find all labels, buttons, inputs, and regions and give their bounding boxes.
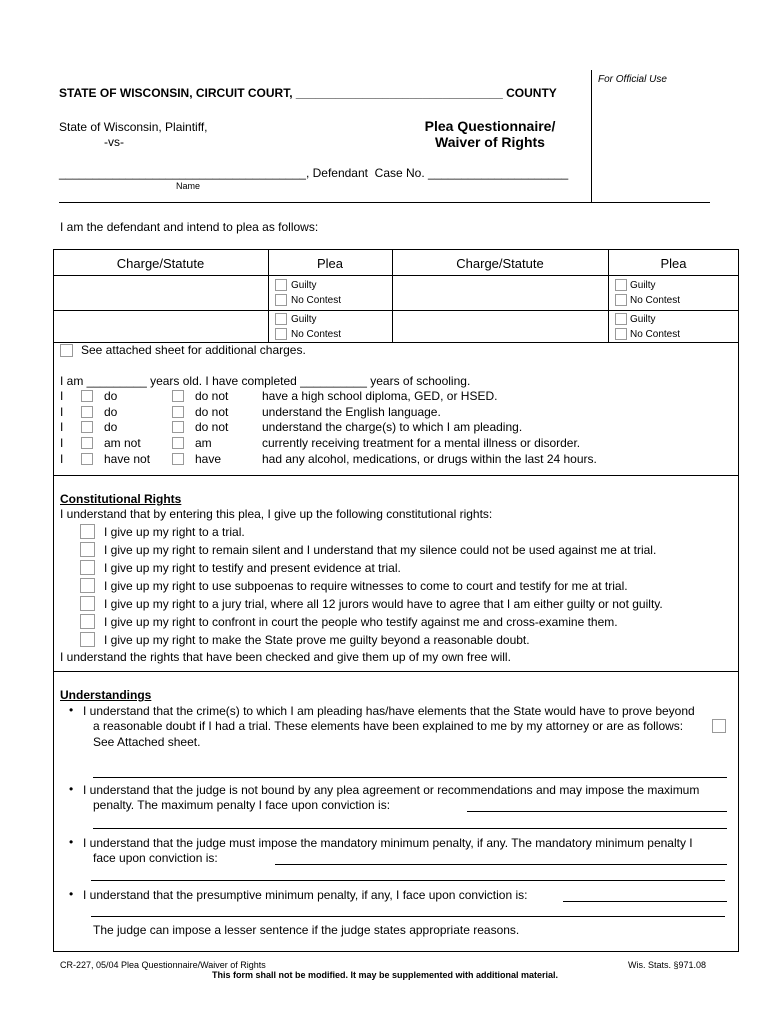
court-prefix: STATE OF WISCONSIN, CIRCUIT COURT,: [59, 86, 296, 100]
presumptive-min-line1: I understand that the presumptive minimum penalty, if any, I face upon conviction is:: [83, 888, 528, 902]
defendant-label: , Defendant: [305, 166, 368, 180]
official-use-label: For Official Use: [598, 74, 667, 85]
elements-line1: I understand that the crime(s) to which I am pleading has/have elements that the State would have to prove beyond: [83, 704, 695, 718]
modification-notice: This form shall not be modified. It may be supplemented with additional material.: [211, 970, 559, 980]
mandatory-min-line2: face upon conviction is:: [93, 851, 218, 865]
option-b-checkbox[interactable]: [172, 390, 184, 402]
right-item: I give up my right to confront in court the people who testify against me and cross-examine them.: [104, 615, 618, 629]
official-use-divider: [591, 70, 592, 202]
guilty-label: Guilty: [630, 314, 656, 325]
form-title-line1: Plea Questionnaire/: [424, 118, 556, 134]
case-no-label: Case No.: [374, 166, 429, 180]
no-contest-checkbox[interactable]: [615, 328, 627, 340]
name-caption: Name: [176, 181, 201, 191]
option-b-checkbox[interactable]: [172, 453, 184, 465]
vs-label: -vs-: [104, 135, 124, 149]
option-b-label: do not: [195, 405, 229, 419]
option-a-checkbox[interactable]: [81, 390, 93, 402]
waive-silence-checkbox[interactable]: [80, 542, 95, 557]
elements-line2: a reasonable doubt if I had a trial. These elements have been explained to me by my attorney or are as follows:: [93, 719, 684, 733]
waive-burden-checkbox[interactable]: [80, 632, 95, 647]
option-a-checkbox[interactable]: [81, 406, 93, 418]
option-a-label: do: [104, 420, 118, 434]
table-row-rule: [53, 310, 739, 311]
col-header-charge-1: Charge/Statute: [116, 256, 205, 271]
defendant-name-field[interactable]: _____________________________________: [59, 166, 306, 180]
max-penalty-field[interactable]: [467, 811, 727, 812]
waive-testify-checkbox[interactable]: [80, 560, 95, 575]
right-item: I give up my right to use subpoenas to require witnesses to come to court and testify for me at trial.: [104, 579, 628, 593]
elements-line3: See Attached sheet.: [93, 735, 201, 749]
option-a-label: am not: [104, 436, 141, 450]
max-penalty-line2: penalty. The maximum penalty I face upon conviction is:: [93, 798, 391, 812]
form-id: CR-227, 05/04 Plea Questionnaire/Waiver of Rights: [60, 960, 266, 970]
statement-text: had any alcohol, medications, or drugs within the last 24 hours.: [262, 452, 597, 466]
attached-sheet-label: See attached sheet for additional charges.: [81, 343, 306, 357]
option-b-label: do not: [195, 420, 229, 434]
header-rule: [59, 202, 710, 203]
option-a-checkbox[interactable]: [81, 437, 93, 449]
guilty-label: Guilty: [630, 280, 656, 291]
bullet: •: [69, 703, 74, 717]
pronoun: I: [60, 436, 64, 450]
statement-text: understand the charge(s) to which I am pleading.: [262, 420, 523, 434]
statute-ref: Wis. Stats. §971.08: [628, 960, 707, 970]
elements-field[interactable]: [93, 777, 727, 778]
constitutional-rights-heading: Constitutional Rights: [60, 492, 182, 506]
statement-text: currently receiving treatment for a mental illness or disorder.: [262, 436, 581, 450]
waive-trial-checkbox[interactable]: [80, 524, 95, 539]
option-b-label: do not: [195, 389, 229, 403]
guilty-checkbox[interactable]: [615, 313, 627, 325]
guilty-checkbox[interactable]: [615, 279, 627, 291]
plaintiff-label: State of Wisconsin, Plaintiff,: [59, 120, 208, 134]
bullet: •: [69, 782, 74, 796]
case-no-field[interactable]: _____________________: [428, 166, 569, 180]
no-contest-label: No Contest: [291, 329, 342, 340]
option-a-label: do: [104, 389, 118, 403]
presumptive-min-field[interactable]: [563, 901, 727, 902]
right-item: I give up my right to a trial.: [104, 525, 245, 539]
mandatory-min-line1: I understand that the judge must impose the mandatory minimum penalty, if any. The mandatory minimum penalty I: [83, 836, 693, 850]
county-field[interactable]: _______________________________: [295, 86, 503, 100]
waive-subpoena-checkbox[interactable]: [80, 578, 95, 593]
max-penalty-line1: I understand that the judge is not bound by any plea agreement or recommendations and may impose the maximum: [83, 783, 700, 797]
option-a-label: do: [104, 405, 118, 419]
mandatory-min-field-2[interactable]: [91, 880, 725, 881]
table-header-rule: [53, 275, 739, 276]
pronoun: I: [60, 389, 64, 403]
max-penalty-field-2[interactable]: [93, 828, 727, 829]
option-b-checkbox[interactable]: [172, 406, 184, 418]
understandings-heading: Understandings: [60, 688, 152, 702]
presumptive-min-field-2[interactable]: [91, 916, 725, 917]
age-schooling-line: I am _________ years old. I have completed __________ years of schooling.: [60, 374, 471, 388]
guilty-label: Guilty: [291, 280, 317, 291]
form-title-line2: Waiver of Rights: [435, 134, 545, 150]
no-contest-checkbox[interactable]: [275, 294, 287, 306]
bullet: •: [69, 835, 74, 849]
no-contest-label: No Contest: [630, 295, 681, 306]
no-contest-checkbox[interactable]: [615, 294, 627, 306]
bullet: •: [69, 887, 74, 901]
mandatory-min-field[interactable]: [275, 864, 727, 865]
guilty-checkbox[interactable]: [275, 279, 287, 291]
statement-text: have a high school diploma, GED, or HSED.: [262, 389, 498, 403]
waive-jury-checkbox[interactable]: [80, 596, 95, 611]
col-header-charge-2: Charge/Statute: [456, 256, 544, 271]
pronoun: I: [60, 420, 64, 434]
option-a-checkbox[interactable]: [81, 453, 93, 465]
guilty-checkbox[interactable]: [275, 313, 287, 325]
option-b-label: have: [195, 452, 222, 466]
option-a-checkbox[interactable]: [81, 421, 93, 433]
pronoun: I: [60, 405, 64, 419]
section-rule: [53, 475, 739, 476]
no-contest-label: No Contest: [630, 329, 681, 340]
constitutional-closing: I understand the rights that have been checked and give them up of my own free will.: [60, 650, 511, 664]
no-contest-checkbox[interactable]: [275, 328, 287, 340]
col-header-plea-2: Plea: [660, 256, 687, 271]
lesser-sentence-note: The judge can impose a lesser sentence if the judge states appropriate reasons.: [93, 923, 520, 937]
right-item: I give up my right to testify and present evidence at trial.: [104, 561, 401, 575]
option-b-label: am: [195, 436, 212, 450]
waive-confront-checkbox[interactable]: [80, 614, 95, 629]
option-a-label: have not: [104, 452, 151, 466]
right-item: I give up my right to make the State prove me guilty beyond a reasonable doubt.: [104, 633, 530, 647]
option-b-checkbox[interactable]: [172, 437, 184, 449]
see-attached-checkbox[interactable]: [712, 719, 726, 733]
right-item: I give up my right to remain silent and I understand that my silence could not be used against me at trial.: [104, 543, 657, 557]
constitutional-intro: I understand that by entering this plea, I give up the following constitutional rights:: [60, 507, 493, 521]
section-rule: [53, 671, 739, 672]
intro-text: I am the defendant and intend to plea as follows:: [60, 220, 319, 234]
pronoun: I: [60, 452, 64, 466]
attached-sheet-checkbox[interactable]: [60, 344, 73, 357]
court-line: [59, 86, 557, 100]
col-header-plea-1: Plea: [316, 256, 344, 271]
statement-text: understand the English language.: [262, 405, 441, 419]
right-item: I give up my right to a jury trial, where all 12 jurors would have to agree that I am either guilty or not guilty.: [104, 597, 663, 611]
no-contest-label: No Contest: [291, 295, 342, 306]
guilty-label: Guilty: [291, 314, 317, 325]
option-b-checkbox[interactable]: [172, 421, 184, 433]
defendant-line: [59, 166, 568, 180]
county-suffix: COUNTY: [502, 86, 557, 100]
